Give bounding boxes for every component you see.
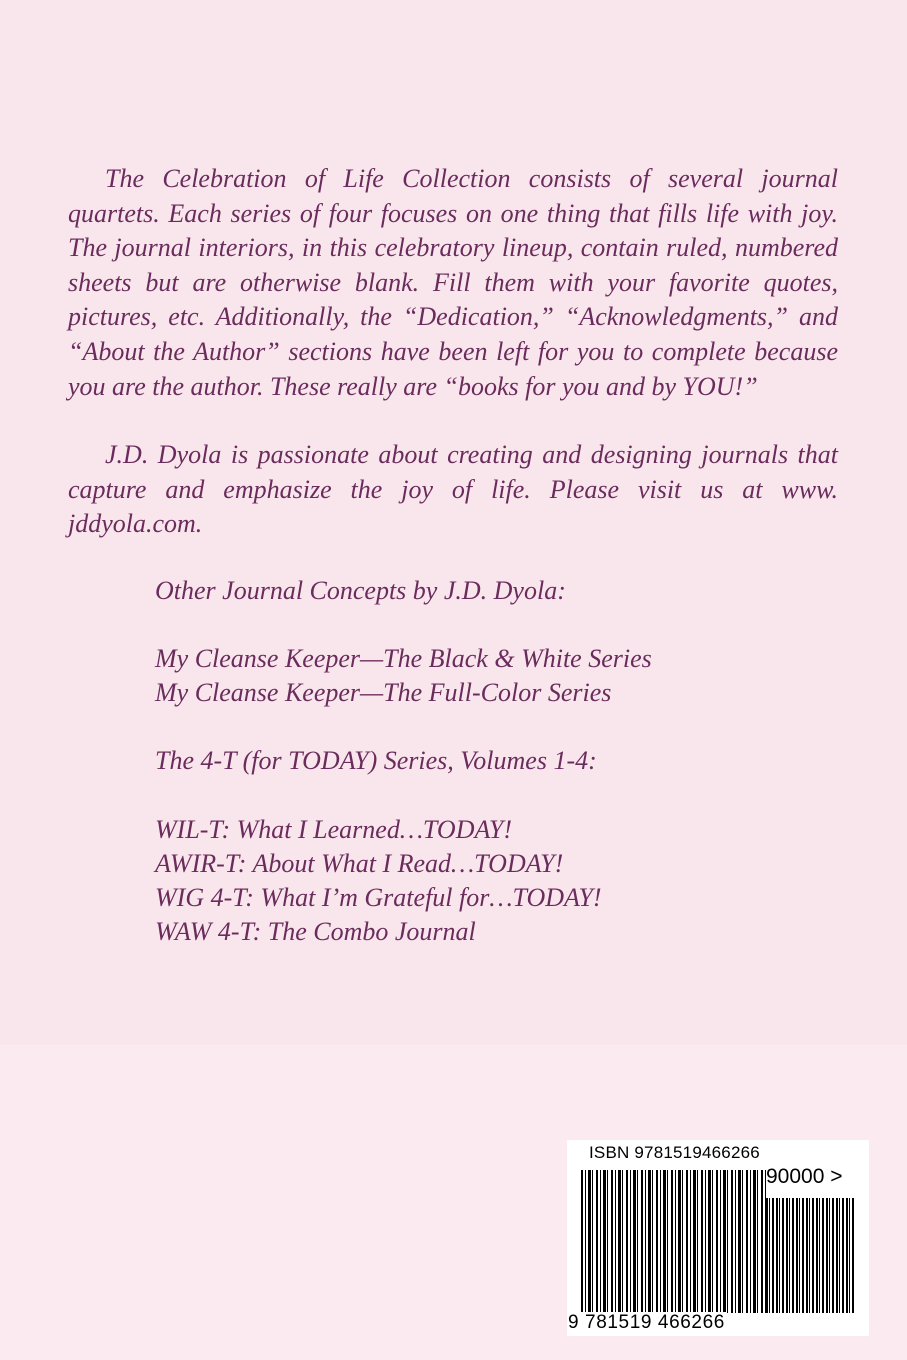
ean-bars — [581, 1170, 766, 1313]
isbn-label: ISBN 9781519466266 — [589, 1143, 760, 1162]
series-item-awir-t: AWIR-T: About What I Read…TODAY! — [155, 849, 564, 878]
isbn-digits — [567, 1312, 726, 1334]
cleanse-keeper-color-title: My Cleanse Keeper—The Full-Color Series — [155, 678, 612, 707]
series-item-wil-t: WIL-T: What I Learned…TODAY! — [155, 815, 513, 844]
cleanse-keeper-bw-title: My Cleanse Keeper—The Black & White Series — [155, 644, 652, 673]
collection-description-paragraph: The Celebration of Life Collection consists of several journal quartets. Each series of four focuses on one thing that fills life with joy. The journal interiors, in this celebratory lineup, contain ruled, numbered sheets but are otherwise blank. Fill them with your favorite quotes, pictures, etc. Additionally, the “Dedication,” “Acknowledgments,” and “About the Author” sections have been left for you to complete because you are the author. These really are “books for you and by YOU!” — [68, 164, 838, 401]
isbn-digits-text: 9 781519 466266 — [568, 1312, 725, 1333]
series-item-waw-4-t: WAW 4-T: The Combo Journal — [155, 917, 476, 946]
series-heading: The 4-T (for TODAY) Series, Volumes 1-4: — [155, 746, 597, 775]
other-concepts-heading: Other Journal Concepts by J.D. Dyola: — [155, 576, 566, 605]
isbn-barcode — [567, 1140, 869, 1336]
series-item-wig-4-t: WIG 4-T: What I’m Grateful for…TODAY! — [155, 883, 602, 912]
author-paragraph: J.D. Dyola is passionate about creating and designing journals that capture and emphasize the joy of life. Please visit us at www. jddyola.com. — [68, 440, 838, 539]
price-bars — [766, 1198, 854, 1313]
price-code: 90000 > — [766, 1165, 843, 1188]
